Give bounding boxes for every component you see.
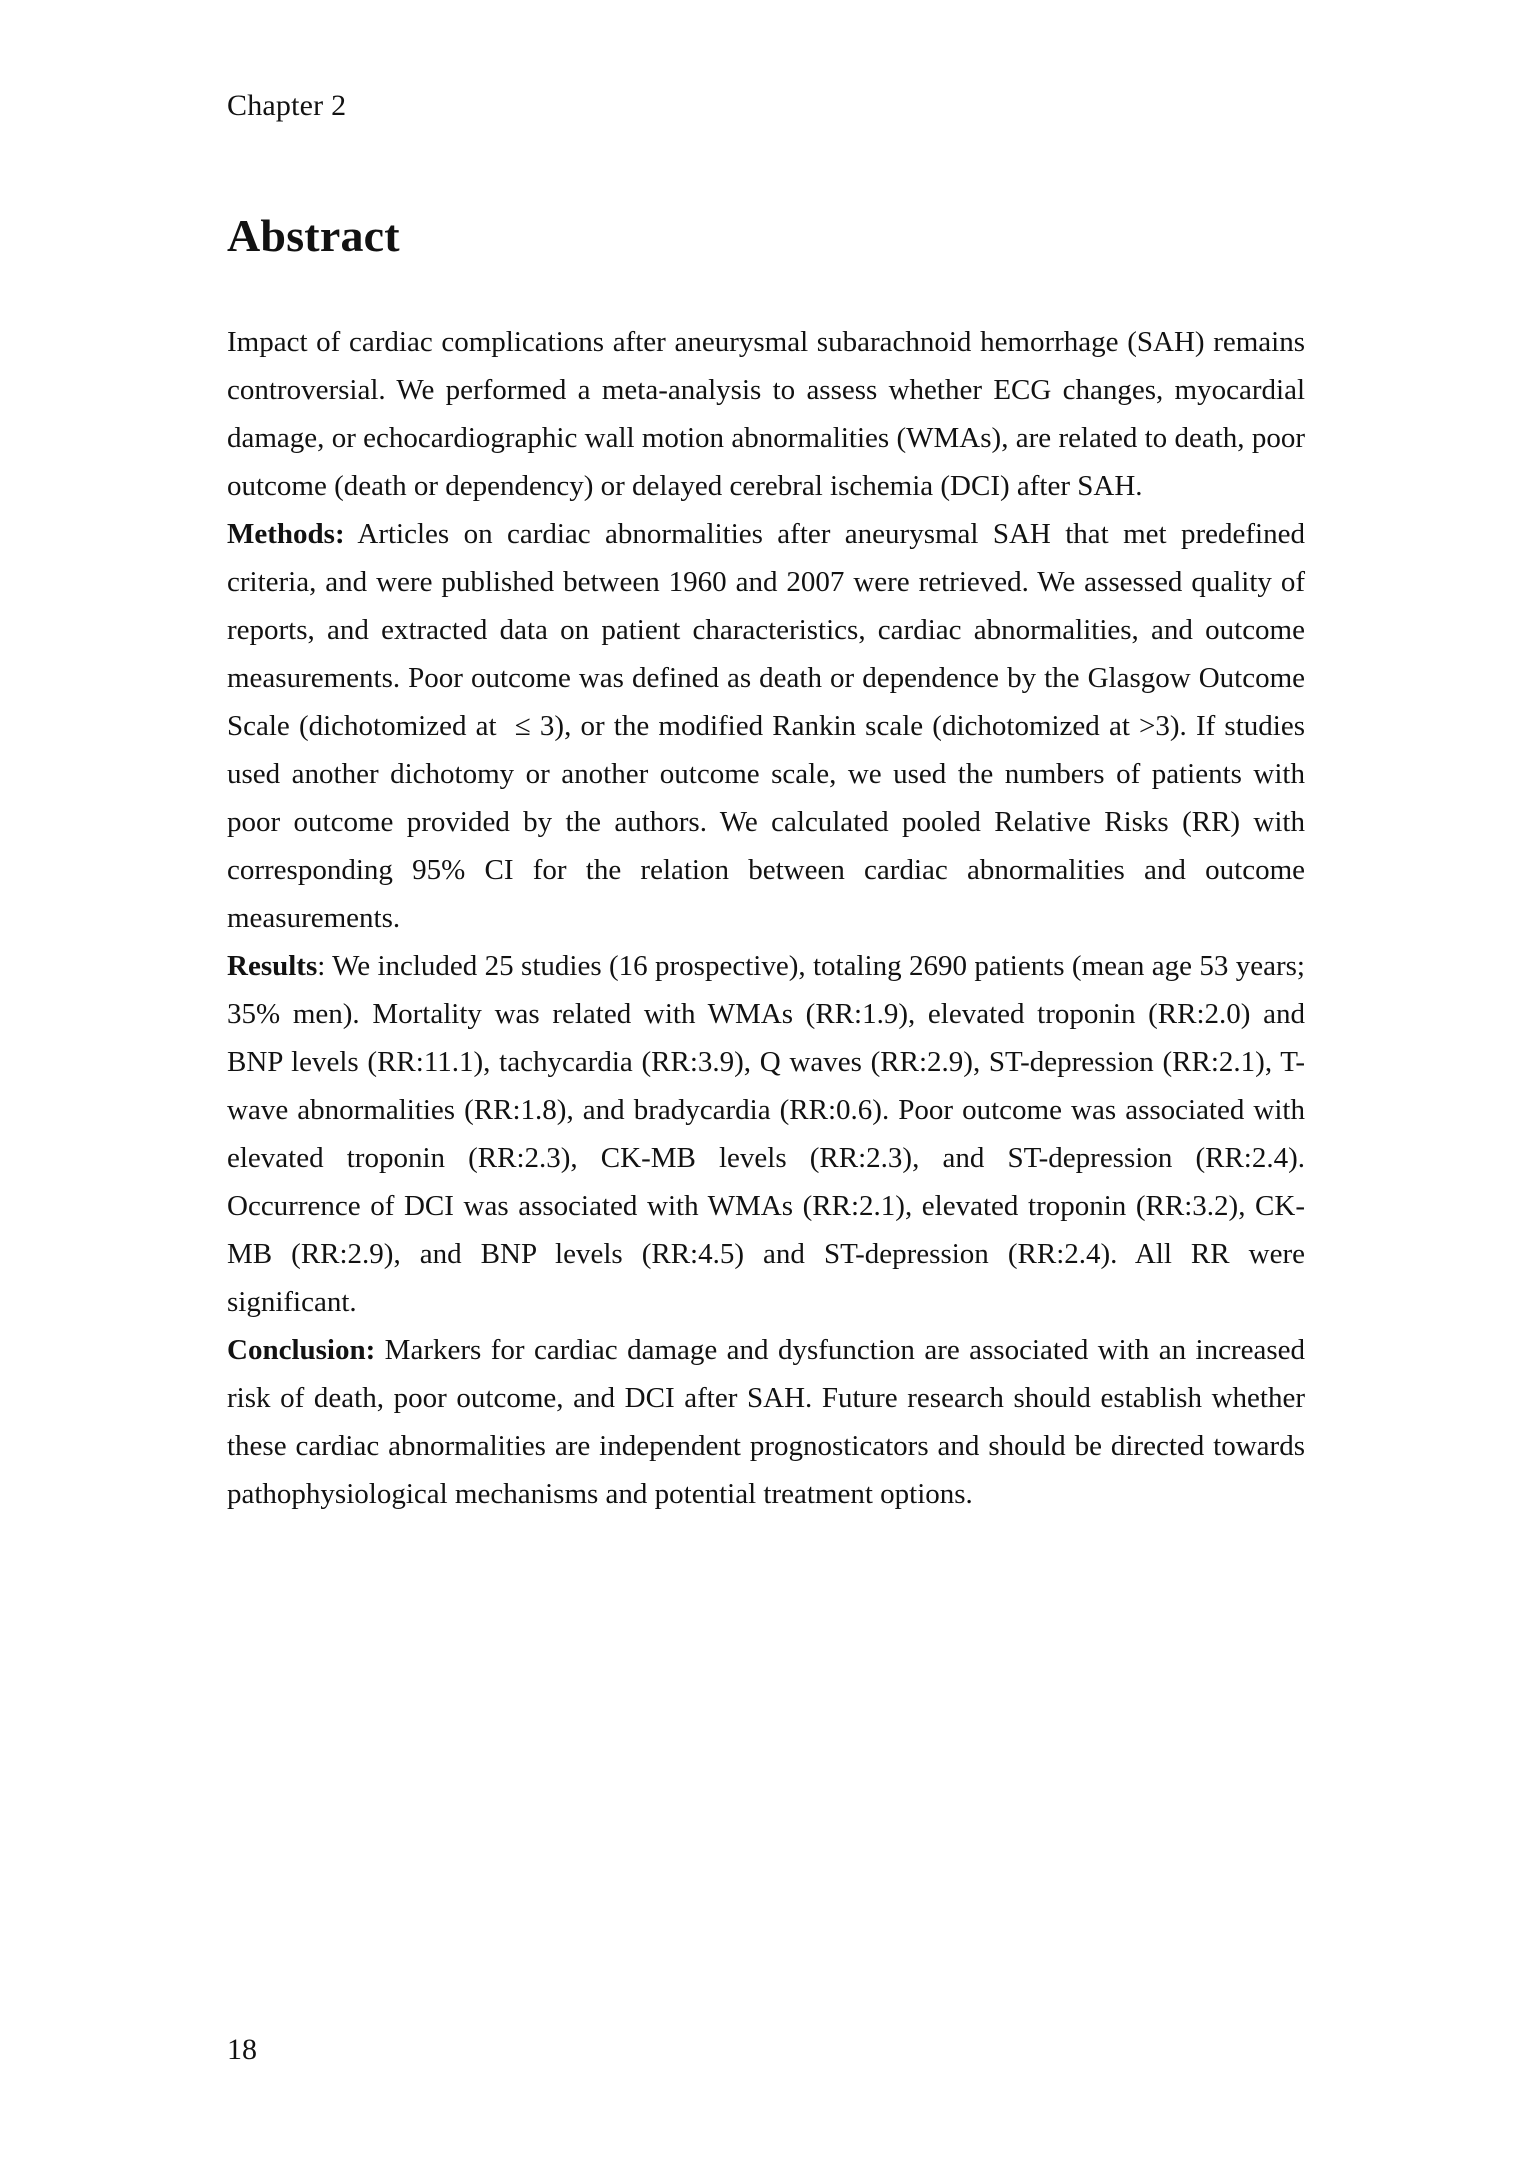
paragraph-label: Conclusion: bbox=[227, 1334, 376, 1366]
page-number: 18 bbox=[227, 2033, 257, 2066]
abstract-paragraph: Impact of cardiac complications after aneurysmal subarachnoid hemorrhage (SAH) remains controversial. We performed a meta-analysis to assess whether ECG changes, myocardial damage, or echocardiographic wall motion abnormalities (WMAs), are related to death, poor outcome (death or dependency) or delayed cerebral ischemia (DCI) after SAH. bbox=[227, 326, 1305, 502]
abstract-paragraph: Conclusion: Markers for cardiac damage and dysfunction are associated with an increased risk of death, poor outcome, and DCI after SAH. Future research should establish whether these cardiac abnormalities are independent prognosticators and should be directed towards pathophysiological mechanisms and potential treatment options. bbox=[227, 1334, 1305, 1510]
section-title-abstract: Abstract bbox=[227, 210, 400, 261]
paragraph-label: Results bbox=[227, 950, 318, 982]
paragraph-label: Methods: bbox=[227, 518, 345, 550]
abstract-paragraph: Results: We included 25 studies (16 prospective), totaling 2690 patients (mean age 53 years; 35% men). Mortality was related with WMAs (RR:1.9), elevated troponin (RR:2.0) and BNP levels (RR:11.1), tachycardia (RR:3.9), Q waves (RR:2.9), ST-depression (RR:2.1), T-wave abnormalities (RR:1.8), and bradycardia (RR:0.6). Poor outcome was associated with elevated troponin (RR:2.3), CK-MB levels (RR:2.3), and ST-depression (RR:2.4). Occurrence of DCI was associated with WMAs (RR:2.1), elevated troponin (RR:3.2), CK-MB (RR:2.9), and BNP levels (RR:4.5) and ST-depression (RR:2.4). All RR were significant. bbox=[227, 950, 1305, 1318]
abstract-paragraph: Methods: Articles on cardiac abnormalities after aneurysmal SAH that met predefined criteria, and were published between 1960 and 2007 were retrieved. We assessed quality of reports, and extracted data on patient characteristics, cardiac abnormalities, and outcome measurements. Poor outcome was defined as death or dependence by the Glasgow Outcome Scale (dichotomized at ≤ 3), or the modified Rankin scale (dichotomized at >3). If studies used another dichotomy or another outcome scale, we used the numbers of patients with poor outcome provided by the authors. We calculated pooled Relative Risks (RR) with corresponding 95% CI for the relation between cardiac abnormalities and outcome measurements. bbox=[227, 518, 1305, 934]
abstract-body bbox=[227, 318, 1305, 1518]
running-header: Chapter 2 bbox=[227, 89, 347, 122]
